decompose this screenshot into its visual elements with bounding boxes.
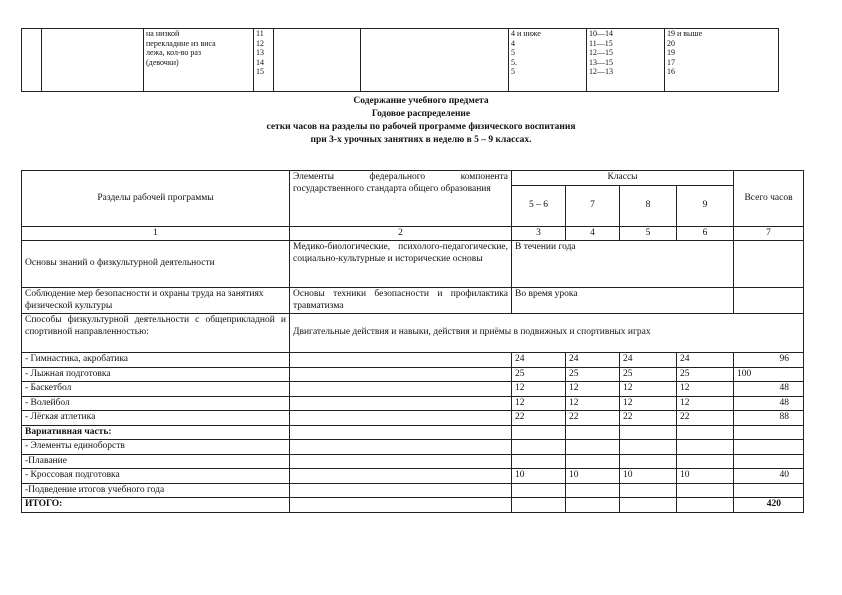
- row-class-5-6: 24: [512, 353, 566, 368]
- empty-cell: [42, 29, 144, 92]
- table-row: [22, 353, 804, 368]
- row-class-5-6: [512, 498, 566, 513]
- row-class-9: 12: [677, 382, 734, 397]
- row-class-8: [620, 440, 677, 455]
- row-class-9: 12: [677, 396, 734, 411]
- table-row: [22, 440, 804, 455]
- row-element: [290, 382, 512, 397]
- column-number: 6: [677, 226, 734, 241]
- exercise-text-line: лежа, кол-во раз: [146, 48, 202, 57]
- row-class-8: 10: [620, 469, 677, 484]
- high-value: 17: [667, 57, 675, 67]
- table-row: [22, 469, 804, 484]
- row-class-5-6: [512, 483, 566, 498]
- row-class-9: [677, 425, 734, 440]
- column-number: 7: [734, 226, 804, 241]
- grand-total-row: [22, 498, 804, 513]
- exercise-text-line: (девочки): [146, 57, 179, 67]
- row-element: [290, 469, 512, 484]
- row-name: - Элементы единоборств: [22, 440, 290, 455]
- mid-value: 12—13: [589, 67, 613, 76]
- row-class-8: 12: [620, 382, 677, 397]
- high-value: 19: [667, 48, 675, 57]
- row-class-5-6: 25: [512, 367, 566, 382]
- grand-total-value: 420: [734, 498, 804, 513]
- row-class-7: [566, 454, 620, 469]
- row-safety-total: [734, 288, 804, 314]
- high-norms-cell: [665, 29, 779, 92]
- header-class-7: 7: [566, 185, 620, 226]
- row-total: [734, 425, 804, 440]
- level-value: 15: [256, 67, 264, 76]
- row-class-5-6: [512, 440, 566, 455]
- row-element: [290, 367, 512, 382]
- row-class-8: 22: [620, 411, 677, 426]
- row-name: - Лыжная подготовка: [22, 367, 290, 382]
- row-safety-element: Основы техники безопасности и профилактика травматизма: [290, 288, 512, 314]
- hours-distribution-table: [21, 170, 804, 513]
- table-row: [22, 367, 804, 382]
- row-class-8: [620, 454, 677, 469]
- row-safety-section: Соблюдение мер безопасности и охраны труда на занятиях физической культуры: [22, 288, 290, 314]
- row-class-5-6: 12: [512, 382, 566, 397]
- row-element: [290, 483, 512, 498]
- row-class-7: 12: [566, 382, 620, 397]
- header-total: Всего часов: [734, 171, 804, 227]
- row-class-7: [566, 425, 620, 440]
- row-element: [290, 411, 512, 426]
- mid-norms-cell: [587, 29, 665, 92]
- level-value: 11: [256, 29, 264, 38]
- row-class-5-6: 22: [512, 411, 566, 426]
- previous-norms-table: [21, 28, 779, 92]
- row-basics-period: В течении года: [512, 241, 734, 288]
- row-name: - Волейбол: [22, 396, 290, 411]
- row-name: -Подведение итогов учебного года: [22, 483, 290, 498]
- empty-cell: [361, 29, 509, 92]
- row-class-8: 25: [620, 367, 677, 382]
- row-total: 100: [734, 367, 804, 382]
- heading-annual-distribution: Годовое распределение: [371, 109, 471, 119]
- row-class-8: 24: [620, 353, 677, 368]
- row-total: 48: [734, 382, 804, 397]
- low-value: 5.: [511, 57, 517, 67]
- column-number: 3: [512, 226, 566, 241]
- row-class-9: 25: [677, 367, 734, 382]
- row-class-5-6: 12: [512, 396, 566, 411]
- low-value: 5: [511, 67, 515, 76]
- row-basics-section: Основы знаний о физкультурной деятельности: [22, 241, 290, 288]
- level-value: 14: [256, 57, 264, 67]
- exercise-text-line: перекладине из виса: [146, 38, 216, 48]
- high-value: 16: [667, 67, 675, 76]
- column-number: 5: [620, 226, 677, 241]
- row-total: 88: [734, 411, 804, 426]
- row-class-7: [566, 440, 620, 455]
- heading-lessons-per-week: при 3-х урочных занятиях в неделю в 5 – 9 классах.: [310, 135, 532, 145]
- row-class-5-6: [512, 454, 566, 469]
- row-name: - Гимнастика, акробатика: [22, 353, 290, 368]
- heading-subject-content: Содержание учебного предмета: [353, 96, 489, 106]
- row-class-7: 12: [566, 396, 620, 411]
- mid-value: 10—14: [589, 29, 613, 38]
- levels-cell: [254, 29, 274, 92]
- row-class-9: 10: [677, 469, 734, 484]
- row-total: [734, 440, 804, 455]
- row-total: [734, 454, 804, 469]
- high-value: 19 и выше: [667, 29, 703, 38]
- row-class-7: [566, 483, 620, 498]
- exercise-description: [144, 29, 254, 92]
- row-class-9: [677, 440, 734, 455]
- row-safety-period: Во время урока: [512, 288, 734, 314]
- row-class-7: 22: [566, 411, 620, 426]
- column-number: 2: [290, 226, 512, 241]
- row-element: [290, 353, 512, 368]
- row-class-7: [566, 498, 620, 513]
- row-total: 96: [734, 353, 804, 368]
- row-name: - Лёгкая атлетика: [22, 411, 290, 426]
- level-value: 12: [256, 38, 264, 48]
- row-class-5-6: [512, 425, 566, 440]
- row-total: 48: [734, 396, 804, 411]
- low-value: 4 и ниже: [511, 29, 541, 38]
- row-class-8: [620, 498, 677, 513]
- table-row: [22, 454, 804, 469]
- low-value: 5: [511, 48, 515, 57]
- high-value: 20: [667, 38, 675, 48]
- low-norms-cell: [509, 29, 587, 92]
- row-name: -Плавание: [22, 454, 290, 469]
- table-row: [22, 411, 804, 426]
- row-element: [290, 396, 512, 411]
- header-class-8: 8: [620, 185, 677, 226]
- row-element: [290, 498, 512, 513]
- grand-total-label: ИТОГО:: [22, 498, 290, 513]
- row-class-7: 25: [566, 367, 620, 382]
- row-class-7: 10: [566, 469, 620, 484]
- table-row: [22, 396, 804, 411]
- header-sections: Разделы рабочей программы: [22, 171, 290, 227]
- header-elements: Элементы федерального компонента государственного стандарта общего образования: [290, 171, 512, 227]
- empty-cell: [22, 29, 42, 92]
- header-class-9: 9: [677, 185, 734, 226]
- row-basics-element: Медико-биологические, психолого-педагогические, социально-культурные и исторические основы: [290, 241, 512, 288]
- row-class-7: 24: [566, 353, 620, 368]
- mid-value: 11—15: [589, 38, 613, 48]
- row-class-8: [620, 425, 677, 440]
- heading-hours-grid: сетки часов на разделы по рабочей программе физического воспитания: [266, 122, 576, 132]
- row-element: [290, 425, 512, 440]
- row-class-9: [677, 498, 734, 513]
- low-value: 4: [511, 38, 515, 48]
- section-headings: [0, 95, 842, 147]
- row-methods-element: Двигательные действия и навыки, действия и приёмы в подвижных и спортивных играх: [290, 314, 804, 353]
- row-class-9: 24: [677, 353, 734, 368]
- row-name: Вариативная часть:: [22, 425, 290, 440]
- column-number: 1: [22, 226, 290, 241]
- row-class-5-6: 10: [512, 469, 566, 484]
- table-row: [22, 483, 804, 498]
- row-element: [290, 454, 512, 469]
- level-value: 13: [256, 48, 264, 57]
- header-classes: Классы: [512, 171, 734, 186]
- mid-value: 12—15: [589, 48, 613, 57]
- row-total: 40: [734, 469, 804, 484]
- row-methods-section: Способы физкультурной деятельности с общеприкладной и спортивной направленностью:: [22, 314, 290, 353]
- row-name: - Кроссовая подготовка: [22, 469, 290, 484]
- table-row: [22, 382, 804, 397]
- row-class-8: 12: [620, 396, 677, 411]
- exercise-text-line: на низкой: [146, 29, 180, 38]
- empty-cell: [274, 29, 361, 92]
- row-total: [734, 483, 804, 498]
- column-number: 4: [566, 226, 620, 241]
- row-class-9: [677, 454, 734, 469]
- table-row: [22, 425, 804, 440]
- row-class-9: [677, 483, 734, 498]
- row-class-9: 22: [677, 411, 734, 426]
- row-element: [290, 440, 512, 455]
- row-class-8: [620, 483, 677, 498]
- row-basics-total: [734, 241, 804, 288]
- header-class-5-6: 5 – 6: [512, 185, 566, 226]
- mid-value: 13—15: [589, 57, 613, 67]
- row-name: - Баскетбол: [22, 382, 290, 397]
